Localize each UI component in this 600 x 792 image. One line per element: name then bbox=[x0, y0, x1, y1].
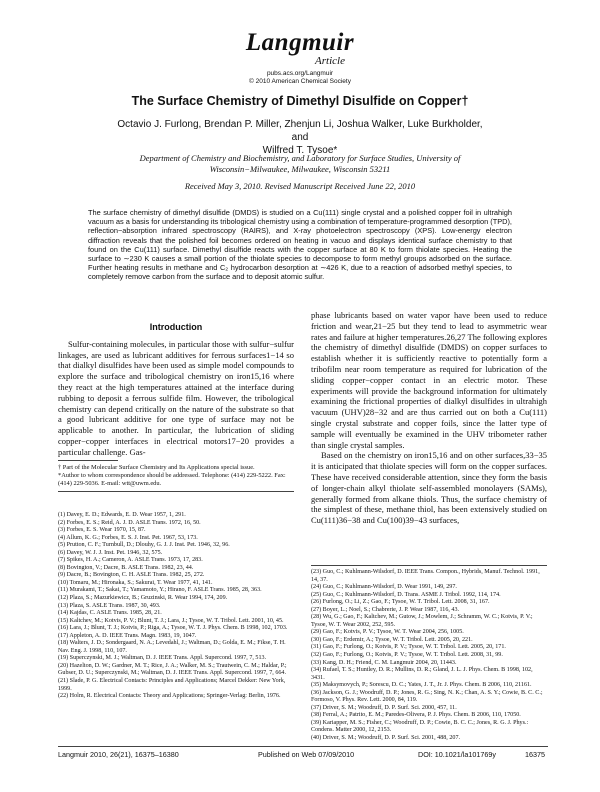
reference-item: (14) Kajdas, C. ASLE Trans. 1985, 28, 21. bbox=[58, 610, 162, 617]
reference-item: (38) Ferral, A.; Patrito, E. M.; Paredes-Olivera, P. J. Phys. Chem. B 2006, 110, 17050. bbox=[311, 712, 521, 719]
reference-item: (23) Guo, C.; Kuhlmann-Wilsdorf, D. IEEE Trans. Compon., Hybrids, Manuf. Technol. 1991, 14, 37. bbox=[311, 569, 540, 583]
footnote-special-issue: † Part of the Molecular Surface Chemistry and Its Applications special issue. bbox=[58, 464, 255, 471]
reference-item: (34) Rufael, T. S.; Huntley, D. R.; Mullins, D. R.; Gland, J. L. J. Phys. Chem. B 1998, 102, 3431. bbox=[311, 667, 533, 681]
reference-item: (29) Gao, F.; Kotvis, P. V.; Tysoe, W. T. Wear 2004, 256, 1005. bbox=[311, 629, 464, 636]
footer-rule bbox=[58, 746, 548, 747]
journal-logo bbox=[0, 30, 600, 67]
footer-page-number: 16375 bbox=[525, 750, 545, 759]
page-footer bbox=[58, 746, 548, 759]
footer-citation: Langmuir 2010, 26(21), 16375–16380 bbox=[58, 750, 179, 759]
copyright: © 2010 American Chemical Society bbox=[249, 78, 351, 85]
reference-item: (35) Maksymovych, P.; Sorescu, D. C.; Yates, J. T., Jr. J. Phys. Chem. B 2006, 110, 21161. bbox=[311, 682, 532, 689]
reference-item: (19) Superczynski, M. J.; Waltman, D. J. IEEE Trans. Appl. Supercond. 1997, 7, 513. bbox=[58, 655, 267, 662]
article-type: Article bbox=[315, 55, 345, 67]
reference-item: (27) Boyer, L.; Noel, S.; Chabrerie, J. P. Wear 1987, 116, 43. bbox=[311, 606, 460, 613]
reference-item: (30) Gao, F.; Erdemir, A.; Tysoe, W. T. Tribol. Lett. 2005, 20, 221. bbox=[311, 636, 473, 643]
reference-item: (2) Forbes, E. S.; Reid, A. J. D. ASLE Trans. 1972, 16, 50. bbox=[58, 519, 201, 526]
affiliation bbox=[90, 153, 510, 174]
right-column bbox=[311, 310, 547, 526]
authors-line-2: Wilfred T. Tysoe* bbox=[262, 145, 338, 156]
reference-item: (1) Davey, E. D.; Edwards, E. D. Wear 1957, 1, 291. bbox=[58, 512, 186, 518]
affiliation-line-1: Department of Chemistry and Biochemistry, and Laboratory for Surface Studies, University of bbox=[139, 153, 461, 163]
reference-item: (39) Kariapper, M. S.; Fisher, C.; Woodruff, D. P.; Cowie, B. C. C.; Jones, R. G. J. Phys.: Condens. Matter 2000, 12, 2153. bbox=[311, 719, 529, 734]
affiliation-line-2: Wisconsin−Milwaukee, Milwaukee, Wisconsin 53211 bbox=[209, 163, 391, 174]
reference-item: (21) Slade, P. G. Electrical Contacts: Principles and Applications; Marcel Dekker: New York, 1999. bbox=[58, 678, 286, 692]
reference-item: (26) Furlong, O.; Li, Z.; Gao, F.; Tysoe, W. T. Tribol. Lett. 2008, 31, 167. bbox=[311, 599, 490, 606]
reference-item: (40) Driver, S. M.; Woodruff, D. P. Surf. Sci. 2001, 488, 207. bbox=[311, 735, 461, 742]
reference-item: (36) Jackson, G. J.; Woodruff, D. P.; Jones, R. G.; Sing, N. K.; Chan, A. S. Y.; Cowie, B. C. C.; Formoso, V. Phys. Rev. Lett. 2000, 84, 119. bbox=[311, 689, 543, 704]
right-paragraph-1: phase lubricants based on water vapor have been used to reduce friction and wear,21−25 but they tend to lead to asymmetric wear rates and failure at higher temperatures.26,27 The following explores the chemistry of dimethyl disulfide (DMDS) on copper surfaces to establish whether it is sufficiently reactive to potentially form a tribofilm near room temperature as required for lubrication of the sliding copper−copper contact in an electric motor. These experiments will provide the background information for ultimately examining the frictional properties of dialkyl disulfides in ultrahigh vacuum (UHV)28−32 and are thus carried out on both a Cu(111) single crystal substrate and copper foils, since the latter type of sample will eventually be examined in the UHV tribometer rather than single crystal samples. bbox=[311, 310, 547, 450]
paper-title: The Surface Chemistry of Dimethyl Disulfide on Copper† bbox=[131, 94, 469, 108]
reference-item: (11) Murakami, T.; Sakai, T.; Yamamoto, Y.; Hirano, F. ASLE Trans. 1985, 28, 363. bbox=[58, 587, 262, 594]
reference-item: (24) Guo, C.; Kuhlmann-Wilsdorf, D. Wear 1991, 149, 297. bbox=[311, 584, 457, 591]
reference-item: (10) Tomaru, M.; Hironaka, S.; Sakurai, T. Wear 1977, 41, 141. bbox=[58, 579, 213, 586]
footnote-correspondence: *Author to whom correspondence should be addressed. Telephone: (414) 229-5222. Fax: (414) 229-5036. E-mail: wtt@uwm.edu. bbox=[58, 471, 286, 487]
footer-doi[interactable]: DOI: 10.1021/la101769y bbox=[418, 750, 496, 759]
journal-name: Langmuir bbox=[245, 29, 355, 56]
footnote-rule bbox=[58, 460, 118, 461]
journal-header-info bbox=[0, 70, 600, 86]
left-column bbox=[58, 322, 294, 458]
reference-item: (6) Davey, W. J. J. Inst. Pet. 1946, 32, 575. bbox=[58, 549, 163, 556]
reference-item: (17) Appleton, A. D. IEEE Trans. Magn. 1983, 19, 1047. bbox=[58, 632, 197, 639]
reference-item: (22) Holm, R. Electrical Contacts: Theory and Applications; Springer-Verlag: Berlin, 1976. bbox=[58, 693, 281, 700]
reference-item: (8) Bovington, V.; Dacre, B. ASLE Trans. 1982, 23, 44. bbox=[58, 564, 194, 571]
footnotes bbox=[58, 460, 294, 492]
intro-paragraph-1: Sulfur-containing molecules, in particular those with sulfur−sulfur linkages, are used as lubricant additives for ferrous surfaces1−14 so that dialkyl disulfides have been used as simple model compounds to explore the surface and tribological chemistry on iron15,16 where they react at the high temperatures attained at the interface during rubbing to deposit a ferrous sulfide film. However, the tribological chemistry can depend critically on the nature of the substrate so that a good lubricant additive for one type of surface may not be applicable to another. In particular, the lubrication of sliding copper−copper interfaces in electrical motors17−20 provides a particular challenge. Gas- bbox=[58, 338, 294, 457]
right-paragraph-2: Based on the chemistry on iron15,16 and on other surfaces,33−35 it is anticipated that thiolate species will form on the copper surfaces. These have received considerable attention, since they form the basis of longer-chain alkyl thiolate self-assembled monolayers (SAMs), generally formed from alkane thiols. Thus, the surface chemistry of the simplest of these, methane thiol, has been extensively studied on Cu(111)36−38 and Cu(100)39−43 surfaces, bbox=[311, 450, 547, 526]
references-rule bbox=[58, 491, 294, 492]
footer-published: Published on Web 07/09/2010 bbox=[258, 750, 355, 759]
journal-url[interactable]: pubs.acs.org/Langmuir bbox=[266, 70, 334, 77]
reference-item: (7) Spikes, H. A.; Cameron, A. ASLE Trans. 1973, 17, 283. bbox=[58, 557, 203, 564]
received-dates: Received May 3, 2010. Revised Manuscript Received June 22, 2010 bbox=[184, 181, 416, 191]
reference-item: (3) Forbes, E. S. Wear 1970, 15, 87. bbox=[58, 527, 146, 534]
reference-item: (32) Gao, F.; Furlong, O.; Kotvis, P. V.; Tysoe, W. T. Tribol. Lett. 2008, 31, 99. bbox=[311, 652, 503, 659]
reference-item: (31) Gao, F.; Furlong, O.; Kotvis, P. V.; Tysoe, W. T. Tribol. Lett. 2005, 20, 171. bbox=[311, 644, 506, 651]
references-left bbox=[58, 512, 294, 701]
references-right-rule bbox=[311, 565, 547, 566]
reference-item: (15) Kaltchev, M.; Kotvis, P. V.; Blunt, T. J.; Lara, J.; Tysoe, W. T. Tribol. Lett. 2001, 10, 45. bbox=[58, 617, 284, 624]
reference-item: (18) Walters, J. D.; Sondergaard, N. A.; Levedahl, J.; Waltman, D.; Golda, E. M.; Fikse, T. H. Nav. Eng. J. 1998, 110, 107. bbox=[58, 640, 286, 654]
abstract: The surface chemistry of dimethyl disulfide (DMDS) is studied on a Cu(111) single crystal and a polished copper foil in ultrahigh vacuum as a basis for understanding its tribological chemistry using a combination of temperature-programmed desorption (TPD), reflection−absorption infrared spectroscopy (RAIRS), and X-ray photoelectron spectroscopy (XPS). Low-energy electron diffraction reveals that the polished foil becomes ordered on heating in vacuo and displays identical surface chemistry to that found on the Cu(111) surface. Dimethyl disulfide reacts with the copper surface at 80 K to form thiolate species. Heating the surface to ∼230 K causes a small portion of the thiolate species to decompose to form methyl groups adsorbed on the surface. Further heating results in methane and C₂ hydrocarbon desorption at ∼426 K, due to a reaction of adsorbed methyl species, to completely remove carbon from the surface and to deposit atomic sulfur. bbox=[88, 208, 512, 282]
references-right bbox=[311, 565, 547, 743]
reference-item: (20) Hazelton, D. W.; Gardner, M. T.; Rice, J. A.; Walker, M. S.; Trautwein, C. M.; Haldar, P.; Gubser, D. U.; Superczynski, M.; Waltman, D. J. IEEE Trans. Appl. Supercond. 1997, 7, 664. bbox=[58, 662, 287, 677]
authors-line-1: Octavio J. Furlong, Brendan P. Miller, Zhenjun Li, Joshua Walker, Luke Burkholder, and bbox=[117, 119, 483, 143]
reference-item: (12) Plaza, S.; Mazurkiewicz, B.; Gruzinski, R. Wear 1994, 174, 209. bbox=[58, 595, 228, 602]
reference-item: (16) Lara, J.; Blunt, T. J.; Kotvis, P.; Riga, A.; Tysoe, W. T. J. Phys. Chem. B 1998, 102, 1703. bbox=[58, 625, 288, 632]
reference-item: (28) Wu, G.; Gao, F.; Kaltchev, M.; Gutow, J.; Mowlem, J.; Schramm, W. C.; Kotvis, P. V.; Tysoe, W. T. Wear 2002, 252, 595. bbox=[311, 614, 533, 628]
reference-item: (37) Driver, S. M.; Woodruff, D. P. Surf. Sci. 2000, 457, 11. bbox=[311, 704, 457, 711]
reference-item: (25) Guo, C.; Kuhlmann-Wilsdorf, D. Trans. ASME J. Tribol. 1992, 114, 174. bbox=[311, 591, 501, 598]
reference-item: (4) Allum, K. G.; Forbes, E. S. J. Inst. Pet. 1967, 53, 173. bbox=[58, 534, 198, 541]
reference-item: (33) Kang, D. H.; Friend, C. M. Langmuir 2004, 20, 11443. bbox=[311, 659, 457, 666]
section-heading-introduction: Introduction bbox=[149, 322, 203, 332]
reference-item: (13) Plaza, S. ASLE Trans. 1987, 30, 493. bbox=[58, 602, 161, 609]
reference-item: (9) Dacre, B.; Bovington, C. H. ASLE Trans. 1982, 25, 272. bbox=[58, 572, 205, 579]
reference-item: (5) Prutton, C. F.; Turnbull, D.; Dlouhy, G. J. J. Inst. Pet. 1946, 32, 96. bbox=[58, 542, 230, 549]
author-list bbox=[110, 118, 490, 157]
